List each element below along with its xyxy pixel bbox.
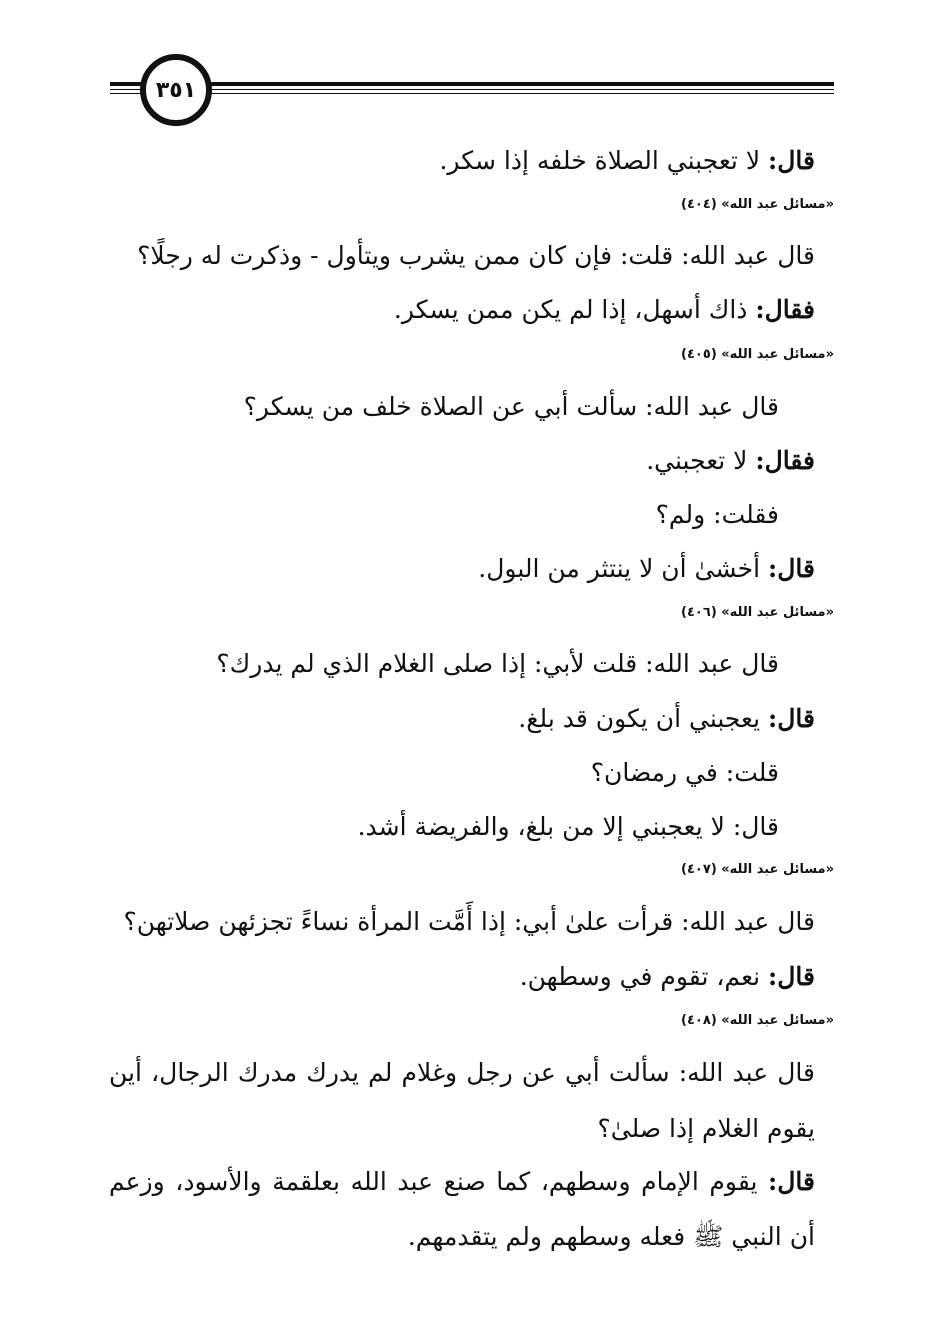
text-line	[115, 959, 815, 995]
source-reference: «مسائل عبد الله» (٤٠٥)	[681, 347, 834, 362]
line-text: قال عبد الله: قرأت علىٰ أبي: إذا أَمَّت المرأة نساءً تجزئهن صلاتهن؟	[123, 907, 815, 936]
text-line	[115, 701, 815, 737]
line-text: قال: لا يعجبني إلا من بلغ، والفريضة أشد.	[357, 812, 779, 841]
line-text: قال عبد الله: قلت لأبي: إذا صلى الغلام الذي لم يدرك؟	[216, 649, 779, 678]
speaker-label: قال:	[768, 554, 815, 583]
text-line	[119, 646, 779, 682]
line-text: فقلت: ولم؟	[655, 500, 779, 529]
line-text: قلت: في رمضان؟	[590, 758, 779, 787]
line-text: لا تعجبني.	[646, 446, 756, 475]
text-line	[115, 551, 815, 587]
line-text: نعم، تقوم في وسطهن.	[519, 962, 769, 991]
text-line	[119, 809, 779, 845]
header-rule-thin-2	[110, 93, 834, 94]
line-text: قال عبد الله: قلت: فإن كان ممن يشرب ويتأول - وذكرت له رجلًا؟	[137, 241, 815, 270]
source-reference: «مسائل عبد الله» (٤٠٤)	[681, 197, 834, 212]
speaker-label: قال:	[768, 962, 815, 991]
text-line	[109, 1111, 815, 1147]
text-line	[109, 1164, 815, 1200]
page-number: ٣٥١	[140, 54, 212, 126]
source-reference: «مسائل عبد الله» (٤٠٨)	[681, 1013, 834, 1028]
text-line	[109, 1219, 815, 1255]
speaker-label: فقال:	[755, 295, 815, 324]
text-line	[115, 443, 815, 479]
speaker-label: قال:	[768, 146, 815, 175]
line-text: قال عبد الله: سألت أبي عن الصلاة خلف من يسكر؟	[243, 392, 779, 421]
line-text: يقوم الغلام إذا صلىٰ؟	[597, 1114, 815, 1143]
text-line	[119, 389, 779, 425]
line-text: يقوم الإمام وسطهم، كما صنع عبد الله بعلقمة والأسود، وزعم	[109, 1167, 769, 1196]
header-rule-thick	[110, 82, 834, 86]
speaker-label: قال:	[768, 1167, 815, 1196]
line-text: ذاك أسهل، إذا لم يكن ممن يسكر.	[393, 295, 756, 324]
line-text: أخشىٰ أن لا ينتثر من البول.	[478, 554, 769, 583]
line-text: قال عبد الله: سألت أبي عن رجل وغلام لم يدرك مدرك الرجال، أين	[109, 1058, 815, 1087]
text-line	[109, 1055, 815, 1091]
text-line	[119, 755, 779, 791]
speaker-label: قال:	[768, 704, 815, 733]
source-reference: «مسائل عبد الله» (٤٠٧)	[681, 862, 834, 877]
text-line	[119, 497, 779, 533]
speaker-label: فقال:	[755, 446, 815, 475]
header-rule-thin	[110, 89, 834, 90]
text-line	[105, 904, 815, 940]
text-line	[115, 292, 815, 328]
line-text: يعجبني أن يكون قد بلغ.	[518, 704, 769, 733]
line-text: لا تعجبني الصلاة خلفه إذا سكر.	[439, 146, 769, 175]
source-reference: «مسائل عبد الله» (٤٠٦)	[681, 605, 834, 620]
text-line	[105, 238, 815, 274]
text-line	[115, 143, 815, 179]
line-text: أن النبي ﷺ فعله وسطهم ولم يتقدمهم.	[407, 1222, 815, 1251]
